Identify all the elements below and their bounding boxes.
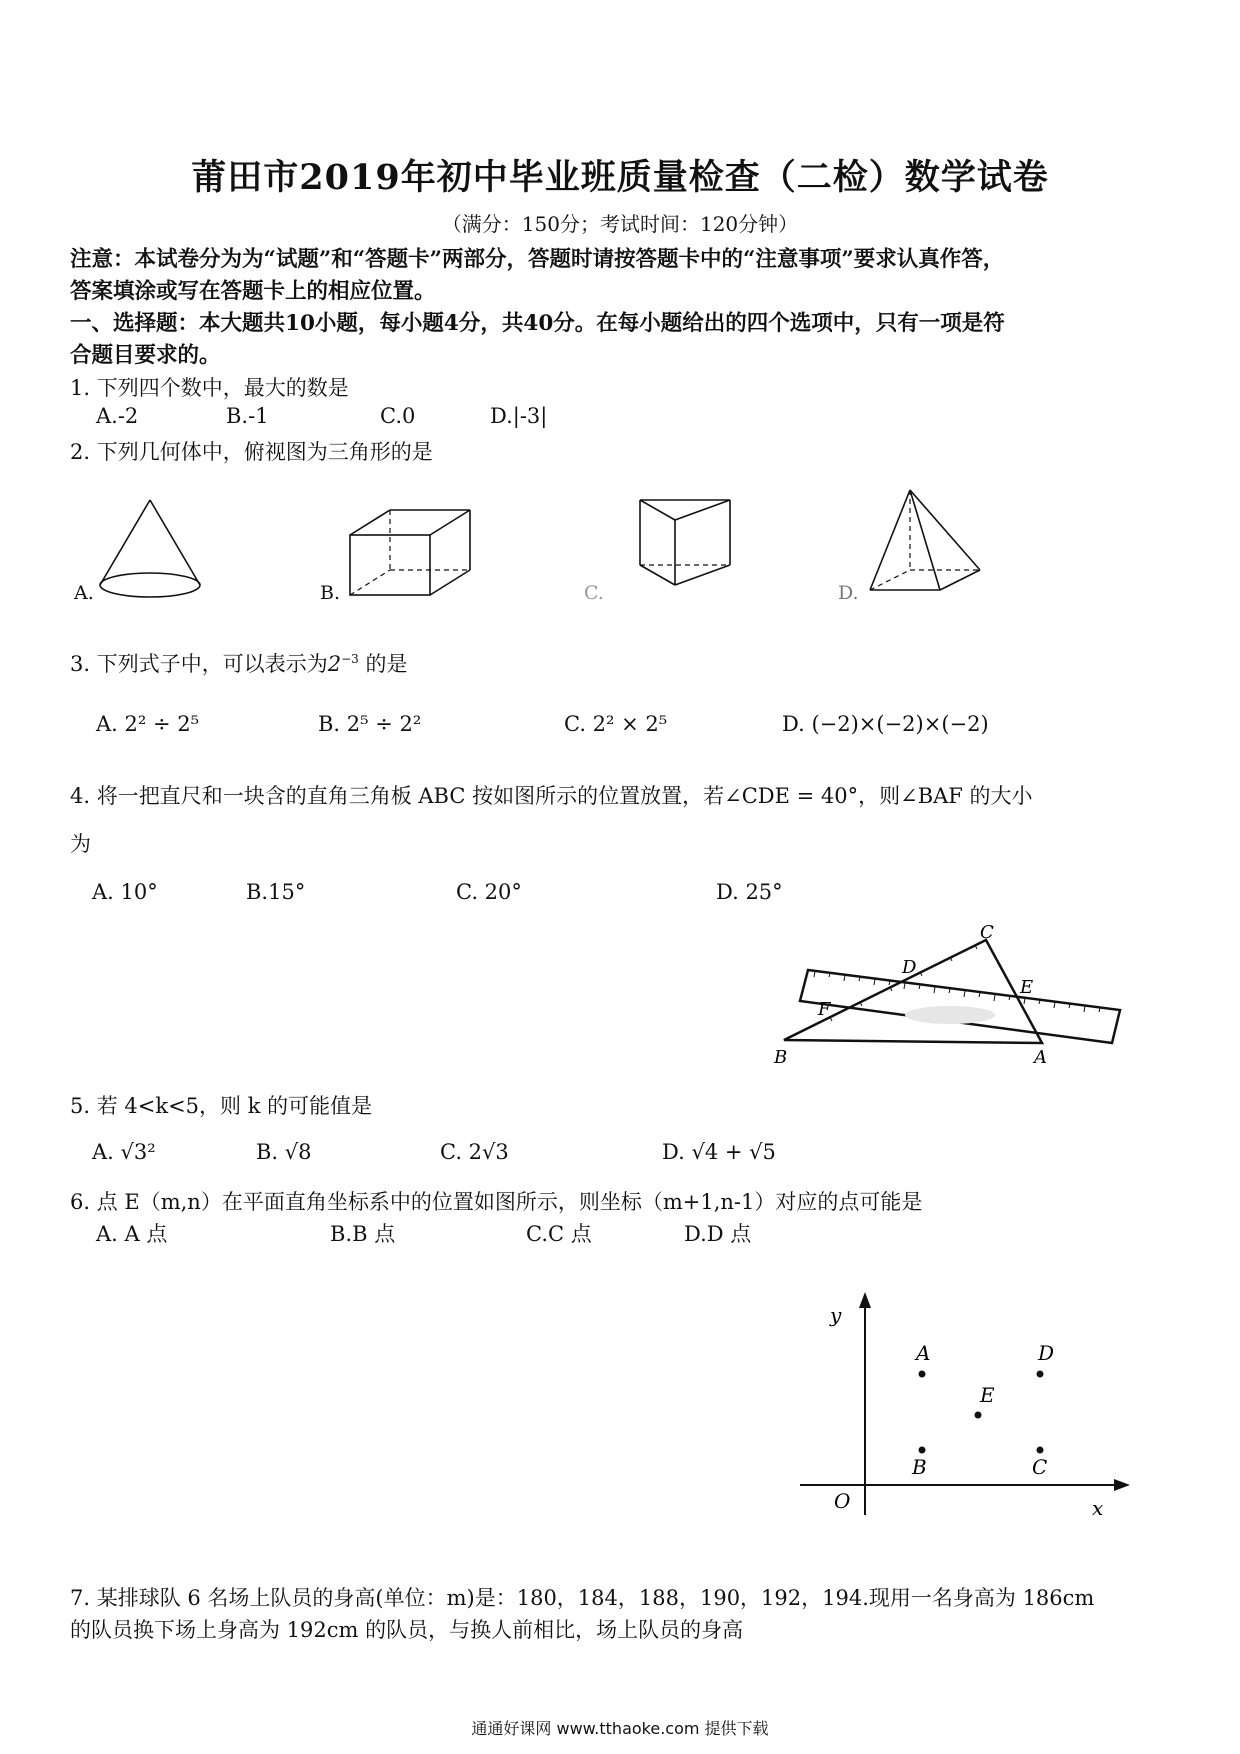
q4-option-a: A. 10° xyxy=(92,880,158,904)
q1-option-b: B.-1 xyxy=(226,404,269,428)
coordinate-plane-figure xyxy=(790,1290,1140,1530)
fig4-label-a: A xyxy=(1034,1047,1047,1068)
point-label-b: B xyxy=(912,1455,927,1479)
q4-option-b: B.15° xyxy=(246,880,306,904)
axis-label-y: y xyxy=(830,1303,842,1327)
point-label-e: E xyxy=(980,1383,995,1407)
q1-option-c: C.0 xyxy=(380,404,416,428)
q3-stem-exponent: −3 xyxy=(341,652,359,666)
ruler-triangle-figure xyxy=(770,925,1130,1075)
section-heading-line-2: 合题目要求的。 xyxy=(70,343,221,368)
q1-option-d: D.|-3| xyxy=(490,404,548,428)
question-3-stem xyxy=(70,648,407,678)
question-6-stem: 6. 点 E（m,n）在平面直角坐标系中的位置如图所示，则坐标（m+1,n-1）对应的点可能是 xyxy=(70,1190,923,1214)
triangular-prism-figure xyxy=(630,495,750,595)
question-4-line-2: 为 xyxy=(70,832,91,856)
section-heading-line-1: 一、选择题：本大题共10小题，每小题4分，共40分。在每小题给出的四个选项中，只有一项是符 xyxy=(70,311,1005,336)
q4-option-c: C. 20° xyxy=(456,880,522,904)
cuboid-figure xyxy=(340,505,480,605)
point-label-d: D xyxy=(1038,1341,1055,1365)
point-label-a: A xyxy=(916,1341,931,1365)
question-4-line-1: 4. 将一把直尺和一块含的直角三角板 ABC 按如图所示的位置放置，若∠CDE = 40°，则∠BAF 的大小 xyxy=(70,784,1033,808)
q3-stem-tail: 的是 xyxy=(365,652,408,676)
pyramid-figure xyxy=(860,485,990,600)
page-subtitle: （满分：150分；考试时间：120分钟） xyxy=(441,212,799,236)
q5-option-a: A. √3² xyxy=(92,1140,156,1164)
question-2-stem: 2. 下列几何体中，俯视图为三角形的是 xyxy=(70,440,433,464)
notice-line-1: 注意：本试卷分为为“试题”和“答题卡”两部分，答题时请按答题卡中的“注意事项”要求认真作答， xyxy=(70,247,1005,272)
q5-option-d: D. √4 + √5 xyxy=(662,1140,776,1164)
q3-option-d: D. (−2)×(−2)×(−2) xyxy=(782,712,989,736)
q3-option-b: B. 2⁵ ÷ 2² xyxy=(318,712,422,736)
q3-stem-text: 3. 下列式子中，可以表示为 xyxy=(70,652,328,676)
q2-label-c: C. xyxy=(584,582,604,604)
question-5-stem: 5. 若 4<k<5，则 k 的可能值是 xyxy=(70,1094,373,1118)
q2-label-a: A. xyxy=(74,582,94,604)
fig4-label-c: C xyxy=(980,925,994,943)
q3-stem-base: 2 xyxy=(327,652,342,676)
fig4-label-d: D xyxy=(902,957,917,978)
question-7-line-1: 7. 某排球队 6 名场上队员的身高(单位：m)是：180，184，188，190，192，194.现用一名身高为 186cm xyxy=(70,1586,1095,1610)
question-1-stem: 1. 下列四个数中，最大的数是 xyxy=(70,376,349,400)
origin-label: O xyxy=(834,1489,851,1513)
point-label-c: C xyxy=(1032,1455,1048,1479)
question-7-line-2: 的队员换下场上身高为 192cm 的队员，与换人前相比，场上队员的身高 xyxy=(70,1618,744,1642)
fig4-label-e: E xyxy=(1020,977,1034,998)
q3-option-c: C. 2² × 2⁵ xyxy=(564,712,668,736)
q3-option-a: A. 2² ÷ 2⁵ xyxy=(96,712,200,736)
page-title: 莆田市2019年初中毕业班质量检查（二检）数学试卷 xyxy=(191,157,1049,198)
axis-label-x: x xyxy=(1092,1496,1104,1520)
q6-option-b: B.B 点 xyxy=(330,1222,396,1246)
q2-label-d: D. xyxy=(838,582,859,604)
q4-option-d: D. 25° xyxy=(716,880,783,904)
fig4-label-f: F xyxy=(818,999,831,1020)
q6-option-c: C.C 点 xyxy=(526,1222,592,1246)
fig4-label-b: B xyxy=(774,1047,788,1068)
q6-option-a: A. A 点 xyxy=(96,1222,168,1246)
page-footer: 通通好课网 www.tthaoke.com 提供下载 xyxy=(471,1719,769,1738)
notice-line-2: 答案填涂或写在答题卡上的相应位置。 xyxy=(70,279,436,304)
q6-option-d: D.D 点 xyxy=(684,1222,752,1246)
q5-option-b: B. √8 xyxy=(256,1140,312,1164)
q5-option-c: C. 2√3 xyxy=(440,1140,509,1164)
q1-option-a: A.-2 xyxy=(96,404,139,428)
q2-label-b: B. xyxy=(320,582,341,604)
